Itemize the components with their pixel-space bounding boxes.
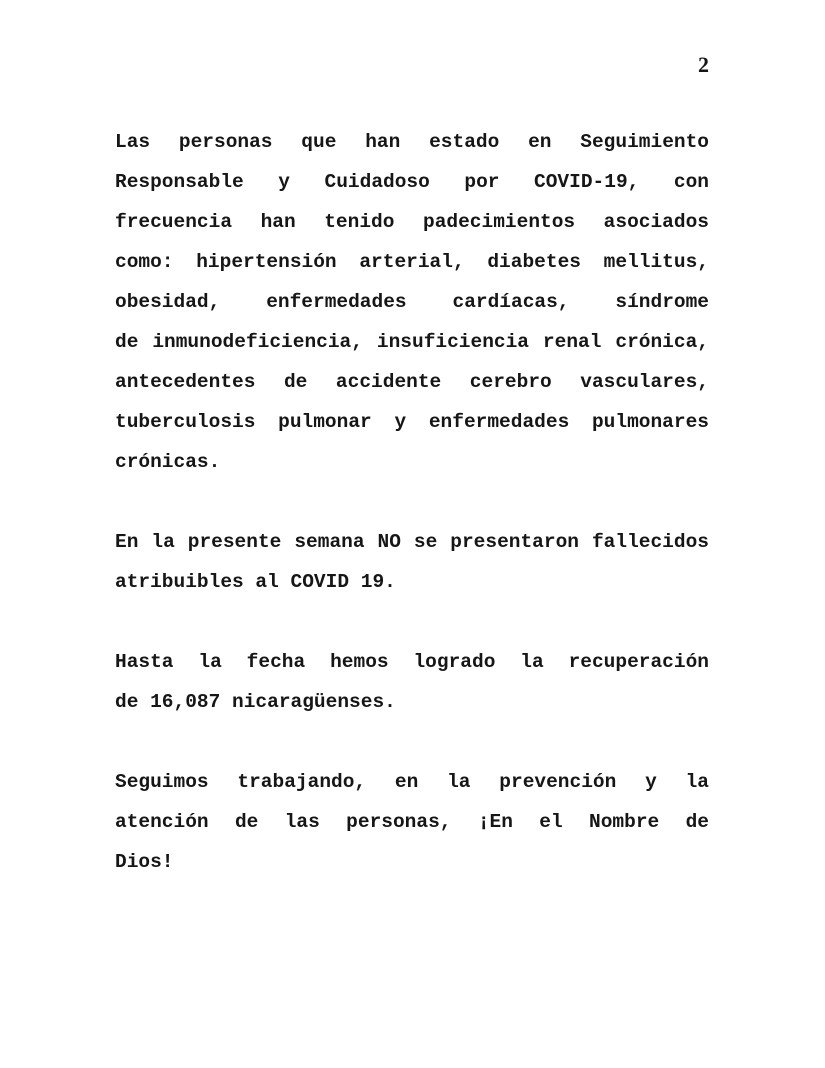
text-line: atribuibles al COVID 19. [115, 571, 396, 593]
paragraph-deaths [115, 522, 709, 602]
text-line: Hasta la fecha hemos logrado la recuperación [115, 651, 709, 673]
text-line: de inmunodeficiencia, insuficiencia renal crónica, [115, 331, 709, 353]
paragraph-comorbidities [115, 122, 709, 482]
text-line: de 16,087 nicaragüenses. [115, 691, 396, 713]
text-line: obesidad, enfermedades cardíacas, síndrome [115, 291, 709, 313]
text-line: como: hipertensión arterial, diabetes mellitus, [115, 251, 709, 273]
text-line: frecuencia han tenido padecimientos asociados [115, 211, 709, 233]
text-line: crónicas. [115, 451, 221, 473]
text-line: Responsable y Cuidadoso por COVID-19, con [115, 171, 709, 193]
text-line: antecedentes de accidente cerebro vasculares, [115, 371, 709, 393]
text-line: Las personas que han estado en Seguimiento [115, 131, 709, 153]
paragraph-recoveries [115, 642, 709, 722]
text-line: Dios! [115, 851, 174, 873]
text-line: En la presente semana NO se presentaron fallecidos [115, 531, 709, 553]
text-line: tuberculosis pulmonar y enfermedades pulmonares [115, 411, 709, 433]
paragraph-closing [115, 762, 709, 882]
text-line: atención de las personas, ¡En el Nombre de [115, 811, 709, 833]
page-number: 2 [698, 52, 709, 77]
text-line: Seguimos trabajando, en la prevención y la [115, 771, 709, 793]
